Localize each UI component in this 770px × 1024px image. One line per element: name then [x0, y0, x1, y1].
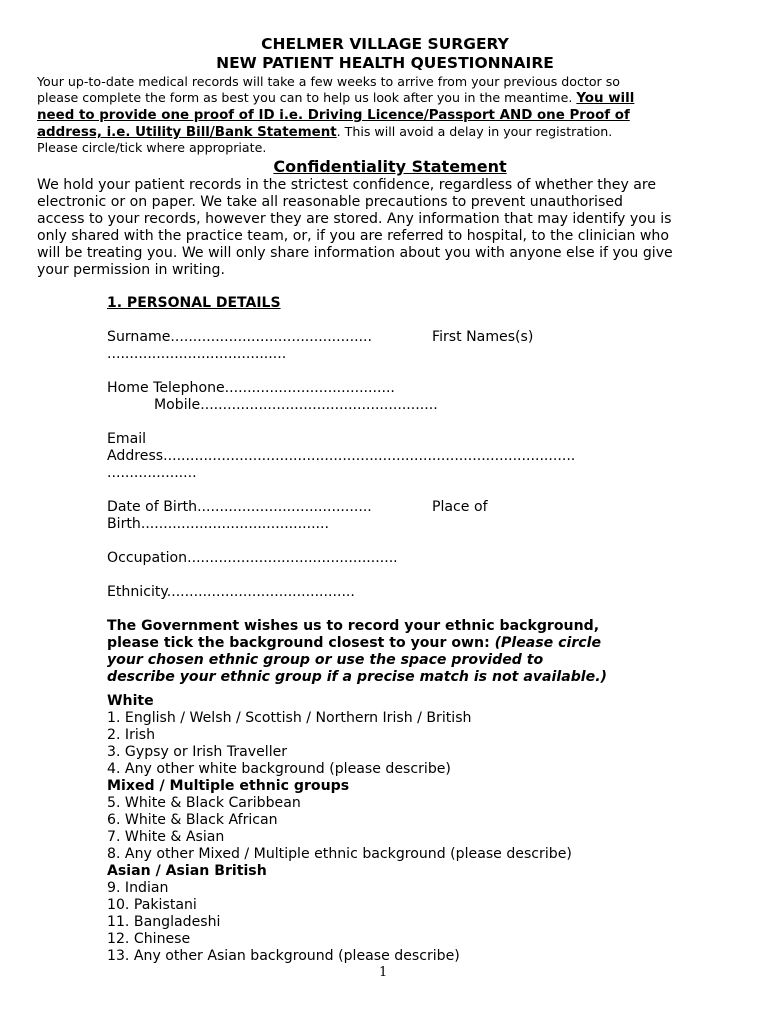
personal-details-heading: 1. PERSONAL DETAILS: [107, 295, 281, 311]
confidentiality-line: your permission in writing.: [37, 262, 225, 278]
intro-line-5: Please circle/tick where appropriate.: [37, 140, 267, 155]
confidentiality-line: will be treating you. We will only share information about you with anyone else if you give: [37, 245, 673, 261]
email-label: Email: [107, 431, 147, 447]
home-telephone-field[interactable]: Home Telephone......................................: [107, 380, 395, 396]
ethnic-note-line-4: describe your ethnic group if a precise match is not available.): [107, 669, 607, 685]
email-address-continued[interactable]: ....................: [107, 465, 197, 481]
ethnic-option[interactable]: 3. Gypsy or Irish Traveller: [107, 744, 288, 760]
ethnic-option[interactable]: 12. Chinese: [107, 931, 191, 947]
page-number: 1: [379, 965, 388, 980]
first-names-field[interactable]: ........................................: [107, 346, 287, 362]
intro-line-1: Your up-to-date medical records will take a few weeks to arrive from your previous doctor so: [37, 74, 620, 89]
confidentiality-line: access to your records, however they are stored. Any information that may identify you is: [37, 211, 672, 227]
place-of-birth-label: Place of: [432, 499, 488, 515]
ethnic-option[interactable]: 1. English / Welsh / Scottish / Northern Irish / British: [107, 710, 472, 726]
ethnic-option[interactable]: 10. Pakistani: [107, 897, 197, 913]
confidentiality-line: only shared with the practice team, or, if you are referred to hospital, to the clinician who: [37, 228, 669, 244]
confidentiality-line: electronic or on paper. We take all reasonable precautions to prevent unauthorised: [37, 194, 623, 210]
ethnic-option[interactable]: 2. Irish: [107, 727, 156, 743]
intro-line-2: please complete the form as best you can to help us look after you in the meantime. You will: [37, 90, 635, 106]
intro-line-3: need to provide one proof of ID i.e. Driving Licence/Passport AND one Proof of: [37, 108, 630, 123]
surgery-title: CHELMER VILLAGE SURGERY: [261, 35, 509, 53]
ethnic-note-line-3: your chosen ethnic group or use the space provided to: [107, 652, 544, 668]
intro-line-4: address, i.e. Utility Bill/Bank Statement. This will avoid a delay in your registration.: [37, 124, 613, 140]
surname-field[interactable]: Surname.............................................: [107, 329, 372, 345]
ethnic-option[interactable]: 8. Any other Mixed / Multiple ethnic background (please describe): [107, 846, 572, 862]
place-of-birth-field[interactable]: Birth..........................................: [107, 516, 329, 532]
group-mixed-heading: Mixed / Multiple ethnic groups: [107, 778, 350, 794]
ethnicity-field[interactable]: Ethnicity..........................................: [107, 584, 355, 600]
ethnic-option[interactable]: 4. Any other white background (please describe): [107, 761, 451, 777]
group-white-heading: White: [107, 693, 154, 709]
confidentiality-line: We hold your patient records in the strictest confidence, regardless of whether they are: [37, 177, 657, 193]
first-names-label: First Names(s): [432, 329, 534, 345]
ethnic-option[interactable]: 13. Any other Asian background (please describe): [107, 948, 460, 964]
ethnic-note-line-2: please tick the background closest to your own: (Please circle: [107, 635, 602, 651]
ethnic-option[interactable]: 11. Bangladeshi: [107, 914, 221, 930]
questionnaire-title: NEW PATIENT HEALTH QUESTIONNAIRE: [216, 54, 554, 72]
group-asian-heading: Asian / Asian British: [107, 863, 267, 879]
ethnic-option[interactable]: 9. Indian: [107, 880, 169, 896]
confidentiality-heading: Confidentiality Statement: [273, 157, 507, 176]
ethnic-note-line-1: The Government wishes us to record your ethnic background,: [107, 618, 600, 634]
email-address-field[interactable]: Address............................................................................................: [107, 448, 576, 464]
ethnic-option[interactable]: 5. White & Black Caribbean: [107, 795, 301, 811]
ethnic-option[interactable]: 6. White & Black African: [107, 812, 278, 828]
date-of-birth-field[interactable]: Date of Birth.......................................: [107, 499, 372, 515]
mobile-field[interactable]: Mobile.....................................................: [154, 397, 438, 413]
occupation-field[interactable]: Occupation...............................................: [107, 550, 398, 566]
ethnic-option[interactable]: 7. White & Asian: [107, 829, 225, 845]
